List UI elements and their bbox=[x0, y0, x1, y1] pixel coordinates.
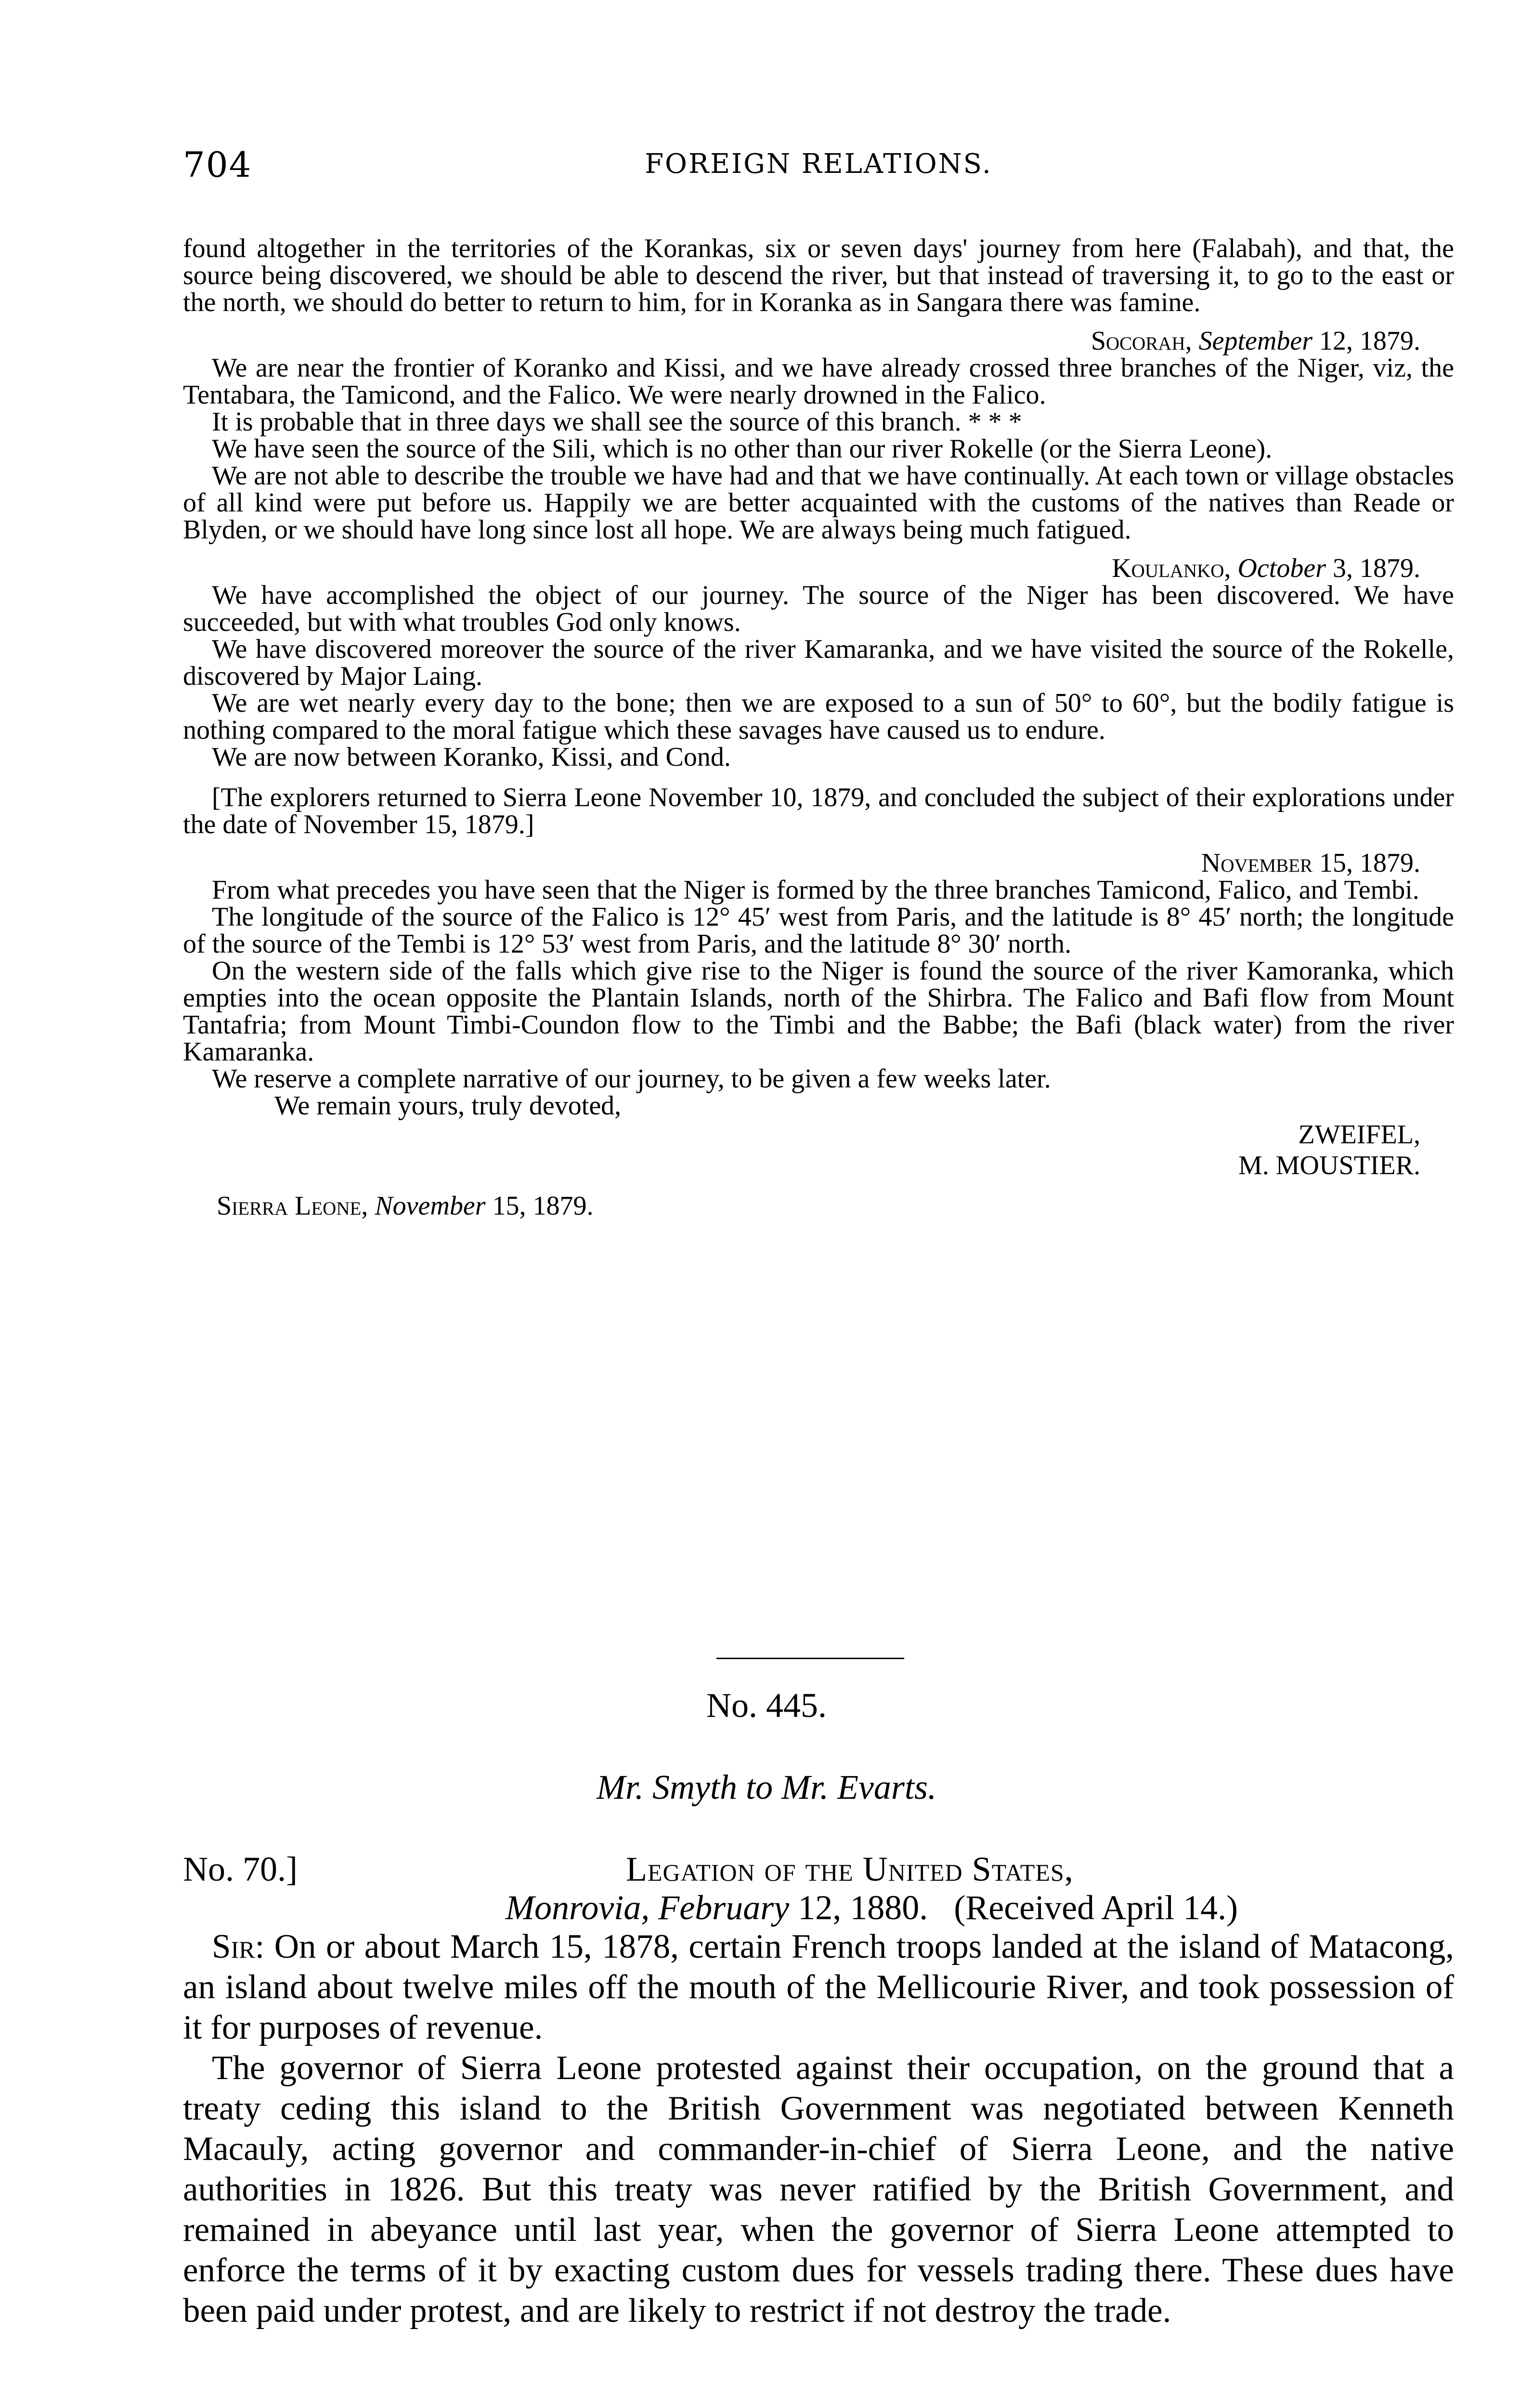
signature-date bbox=[183, 1192, 1454, 1219]
despatch-body bbox=[183, 1926, 1454, 2331]
dateline-socorah bbox=[183, 327, 1454, 354]
paragraph: We are wet nearly every day to the bone; then we are exposed to a sun of 50° to 60°, but the bodily fatigue is nothing compared to the moral fatigue which these savages have caused us to endure. bbox=[183, 688, 1454, 745]
dateline-november bbox=[183, 850, 1454, 877]
signature-place: Sierra Leone, bbox=[217, 1191, 368, 1221]
paragraph bbox=[183, 1926, 1454, 2048]
paragraph: We are not able to describe the trouble we have had and that we have continually. At each town or village obstacles of all kind were put before us. Happily we are better acquainted with the customs of the natives than Reade or Blyden, or we should have long since lost all hope. We are always being much fatigued. bbox=[183, 461, 1454, 545]
paragraph: We have discovered moreover the source of the river Kamaranka, and we have visited the source of the Rokelle, discovered by Major Laing. bbox=[183, 634, 1454, 691]
signature-moustier: M. MOUSTIER. bbox=[1238, 1151, 1420, 1180]
letter-month: February bbox=[658, 1888, 790, 1927]
paragraph: We reserve a complete narrative of our journey, to be given a few weeks later. bbox=[212, 1064, 1051, 1094]
continuation-paragraph: found altogether in the territories of the Korankas, six or seven days' journey from here (Falabah), and that, the source being discovered, we should be able to descend the river, but that instead of traversing it, to go to the east or the north, we should do better to return to him, for in Koranka as in Sangara there was famine. bbox=[183, 234, 1454, 317]
dateline-place: Koulanko, bbox=[1112, 553, 1231, 583]
dateline-place: Socorah, bbox=[1091, 326, 1192, 356]
letter-day-year: 12, 1880. bbox=[798, 1888, 928, 1927]
letter-title: Mr. Smyth to Mr. Evarts. bbox=[597, 1768, 936, 1806]
paragraph: It is probable that in three days we shall see the source of this branch. * * * bbox=[212, 407, 1022, 437]
document-number: No. 445. bbox=[706, 1686, 827, 1725]
dateline-day-year: 3, 1879. bbox=[1333, 553, 1420, 583]
paragraph: We are now between Koranko, Kissi, and Cond. bbox=[212, 742, 731, 772]
received-date: (Received April 14.) bbox=[954, 1888, 1238, 1927]
signature-month: November bbox=[375, 1191, 486, 1221]
paragraph-text: On or about March 15, 1878, certain French troops landed at the island of Matacong, an island about twelve miles off the mouth of the Mellicourie River, and took possession of it for purposes of revenue. bbox=[183, 1928, 1454, 2046]
paragraph: The longitude of the source of the Falico is 12° 45′ west from Paris, and the latitude is 8° 45′ north; the longitude of the source of the Tembi is 12° 53′ west from Paris, and the latitude 8° 30′ north. bbox=[183, 902, 1454, 959]
paragraph: On the western side of the falls which give rise to the Niger is found the source of the river Kamoranka, which empties into the ocean opposite the Plantain Islands, north of the Shirbra. The Falico and Bafi flow from Mount Tantafria; from Mount Timbi-Coundon flow to the Timbi and the Babbe; the Bafi (black water) from the river Kamaranka. bbox=[183, 956, 1454, 1067]
salutation: Sir: bbox=[212, 1928, 265, 1965]
letter-body bbox=[183, 235, 1454, 1219]
dateline-day-year: 12, 1879. bbox=[1319, 326, 1420, 356]
section-divider bbox=[716, 1658, 904, 1659]
paragraph: We have seen the source of the Sili, which is no other than our river Rokelle (or the Sierra Leone). bbox=[212, 434, 1273, 464]
despatch-number: No. 70.] bbox=[183, 1850, 298, 1888]
signature-zweifel: ZWEIFEL, bbox=[1298, 1120, 1420, 1150]
signature-day-year: 15, 1879. bbox=[492, 1191, 594, 1221]
signatures bbox=[183, 1119, 1454, 1181]
letter-dateline bbox=[506, 1888, 1238, 1928]
paragraph: From what precedes you have seen that the Niger is formed by the three branches Tamicond, Falico, and Tembi. bbox=[212, 875, 1419, 905]
dateline-koulanko bbox=[183, 555, 1454, 582]
dateline-text: November 15, 1879. bbox=[1201, 848, 1420, 878]
signoff: We remain yours, truly devoted, bbox=[274, 1091, 622, 1121]
paragraph: We are near the frontier of Koranko and Kissi, and we have already crossed three branches of the Niger, viz, the Tentabara, the Tamicond, and the Falico. We were nearly drowned in the Falico. bbox=[183, 353, 1454, 410]
legation-heading: Legation of the United States, bbox=[626, 1850, 1074, 1888]
editorial-note: [The explorers returned to Sierra Leone November 10, 1879, and concluded the subject of their explorations under the date of November 15, 1879.] bbox=[183, 783, 1454, 839]
paragraph: We have accomplished the object of our journey. The source of the Niger has been discovered. We have succeeded, but with what troubles God only knows. bbox=[183, 580, 1454, 637]
dateline-month: October bbox=[1237, 553, 1326, 583]
running-title: FOREIGN RELATIONS. bbox=[645, 148, 992, 180]
dateline-month: September bbox=[1198, 326, 1312, 356]
page-number: 704 bbox=[183, 144, 252, 185]
paragraph: The governor of Sierra Leone protested against their occupation, on the ground that a treaty ceding this island to the British Government was negotiated between Kenneth Macauly, acting governor and commander-in-chief of Sierra Leone, and the native authorities in 1826. But this treaty was never ratified by the British Government, and remained in abeyance until last year, when the governor of Sierra Leone attempted to enforce the terms of it by exacting custom dues for vessels trading there. These dues have been paid under protest, and are likely to restrict if not destroy the trade. bbox=[183, 2049, 1454, 2329]
page-header bbox=[183, 144, 1454, 193]
letter-place: Monrovia, bbox=[506, 1888, 650, 1927]
